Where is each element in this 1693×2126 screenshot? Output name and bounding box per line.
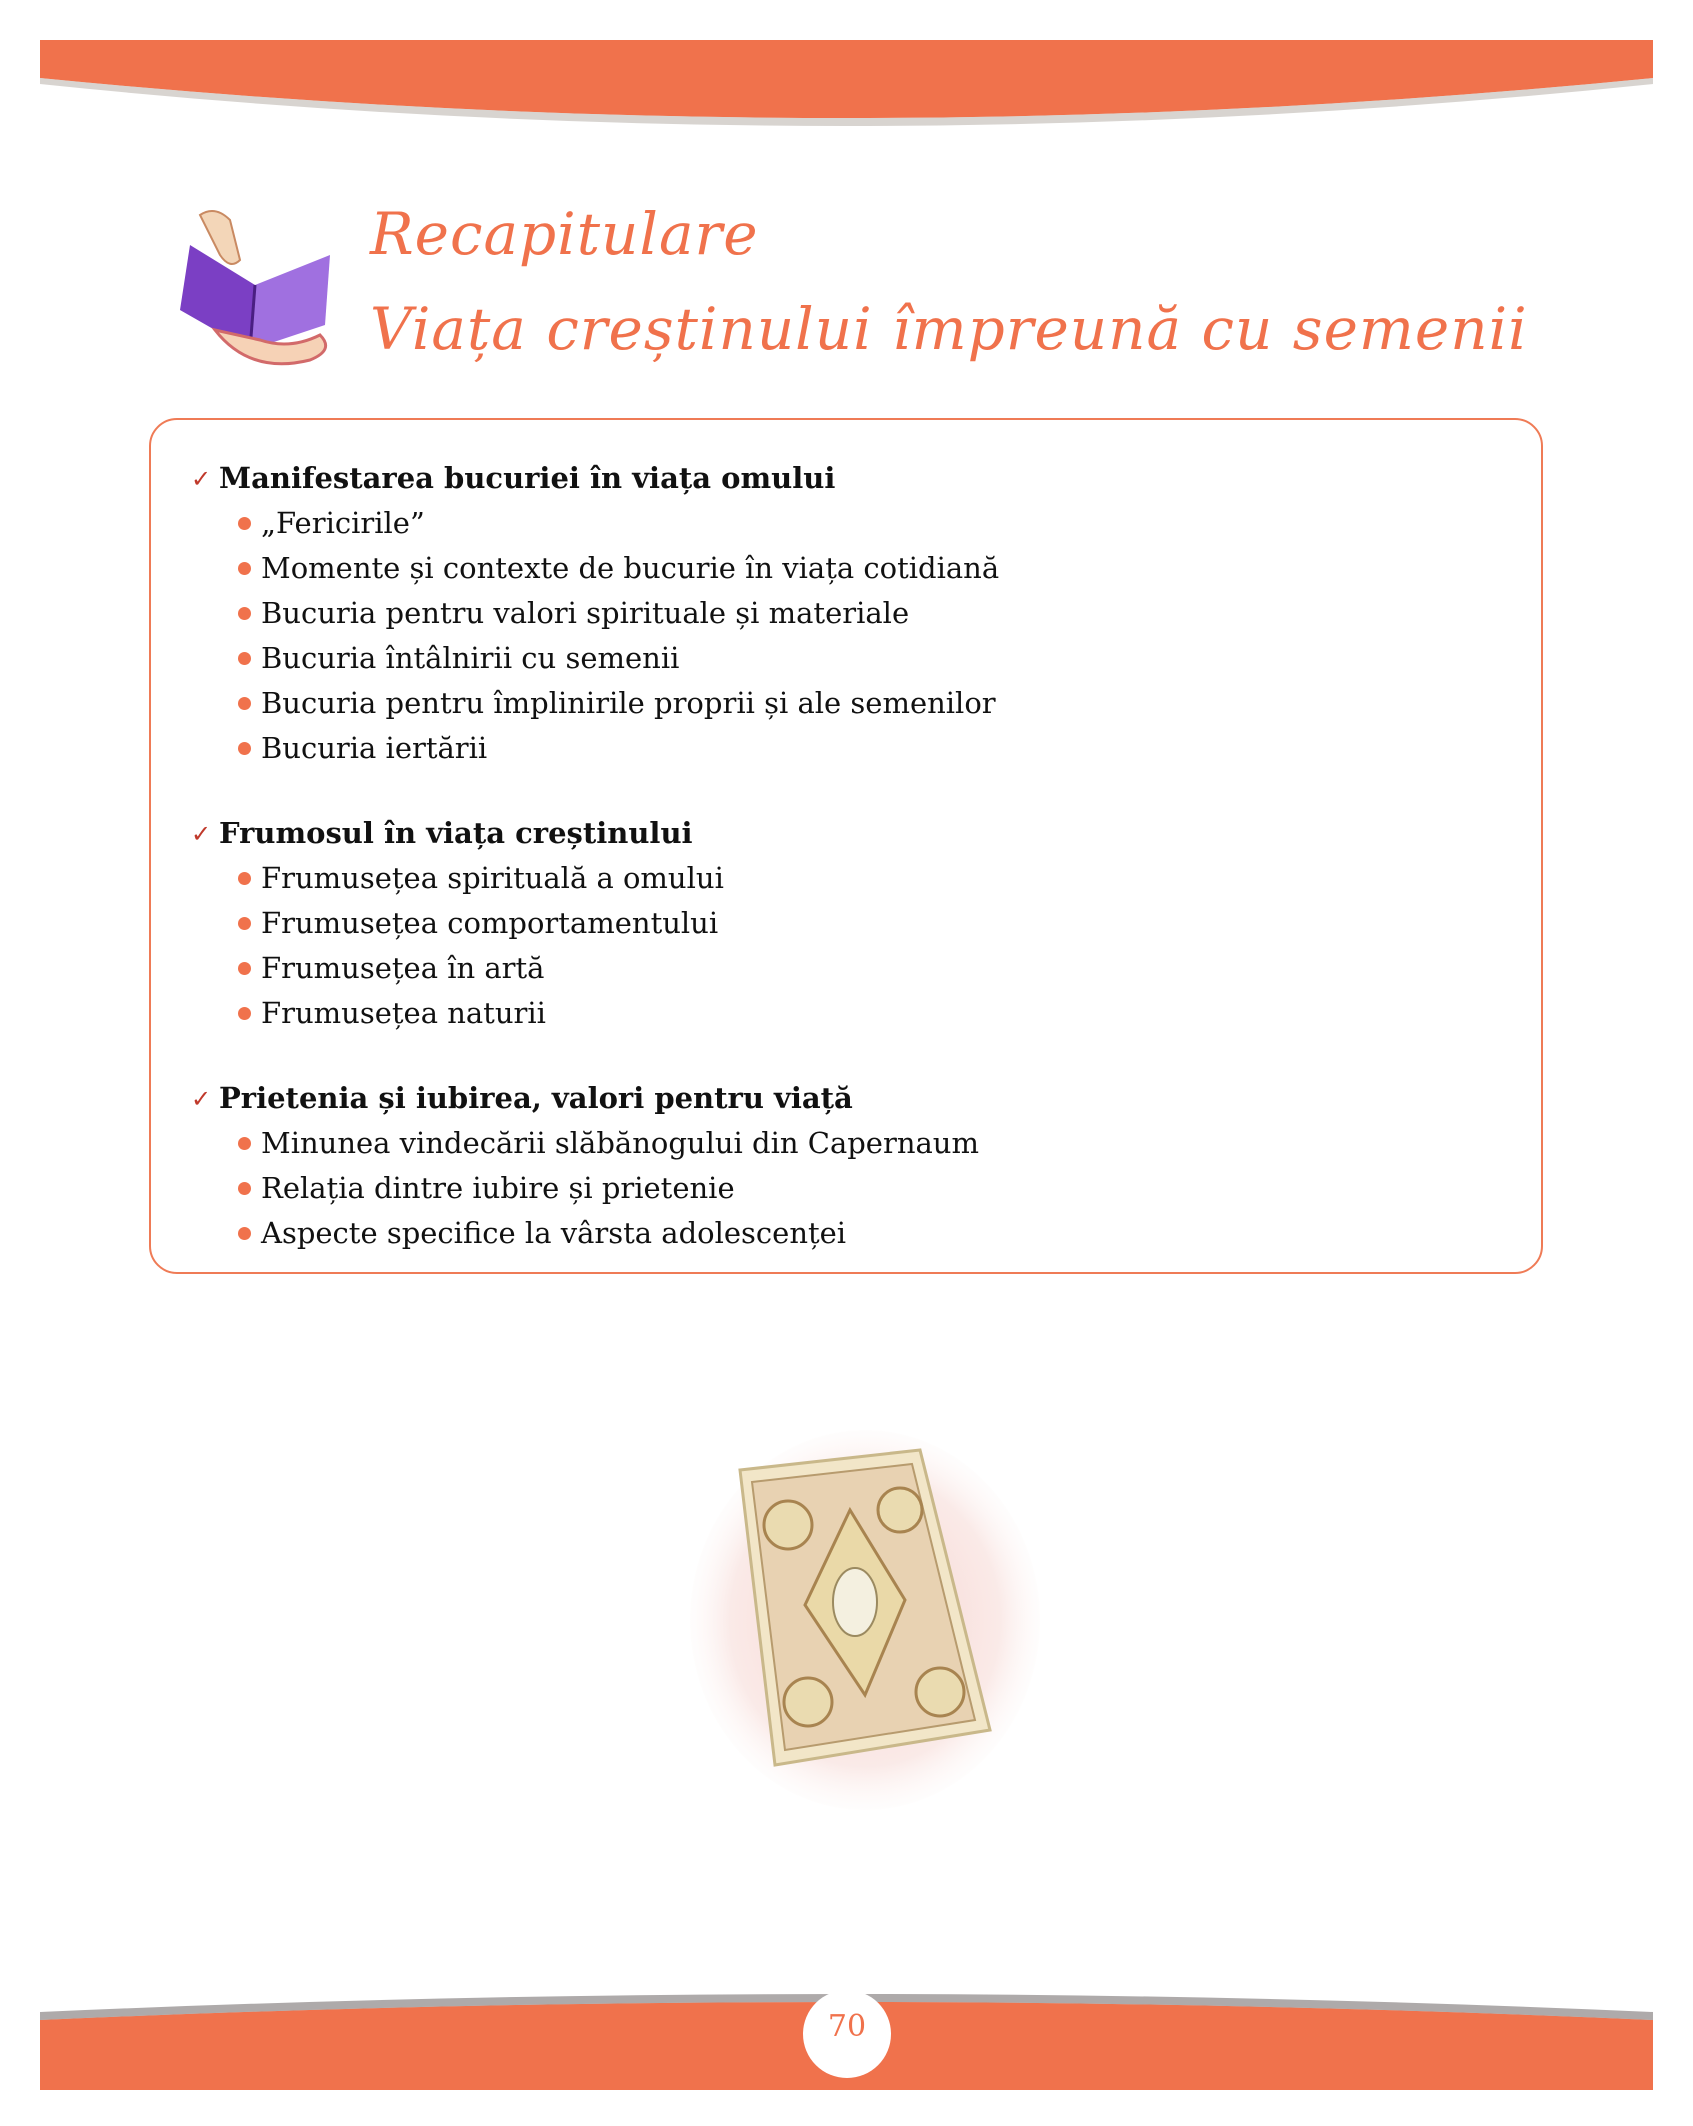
list-item-text: Momente și contexte de bucurie în viața cotidiană bbox=[261, 551, 1000, 585]
list-item bbox=[238, 501, 999, 546]
summary-box bbox=[149, 418, 1543, 1274]
bullet-icon bbox=[238, 917, 251, 930]
list-item-text: „Fericirile” bbox=[261, 506, 425, 540]
bullet-icon bbox=[238, 607, 251, 620]
bullet-icon bbox=[238, 962, 251, 975]
list-item-text: Bucuria iertării bbox=[261, 731, 488, 765]
page-subtitle: Viața creștinului împreună cu semenii bbox=[370, 295, 1528, 363]
bullet-icon bbox=[238, 1227, 251, 1240]
bullet-icon bbox=[238, 562, 251, 575]
checkmark-icon: ✓ bbox=[191, 1084, 212, 1113]
list-item bbox=[238, 681, 999, 726]
list-item bbox=[238, 901, 724, 946]
list-item bbox=[238, 726, 999, 771]
list-item-text: Relația dintre iubire și prietenie bbox=[261, 1171, 735, 1205]
page-number: 70 bbox=[827, 2009, 867, 2044]
section-friendship bbox=[191, 1076, 979, 1256]
list-item bbox=[238, 991, 724, 1036]
checkmark-icon: ✓ bbox=[191, 819, 212, 848]
list-item-text: Frumusețea naturii bbox=[261, 996, 546, 1030]
list-item bbox=[238, 546, 999, 591]
bullet-icon bbox=[238, 1137, 251, 1150]
bullet-icon bbox=[238, 872, 251, 885]
list-item-text: Frumusețea spirituală a omului bbox=[261, 861, 724, 895]
section-heading bbox=[191, 456, 999, 501]
section-heading bbox=[191, 811, 724, 856]
bullet-icon bbox=[238, 652, 251, 665]
section-beauty bbox=[191, 811, 724, 1036]
top-banner bbox=[0, 0, 1693, 160]
bullet-icon bbox=[238, 517, 251, 530]
list-item-text: Aspecte specifice la vârsta adolescenței bbox=[261, 1216, 847, 1250]
section-heading bbox=[191, 1076, 979, 1121]
section-heading-text: Frumosul în viața creștinului bbox=[219, 816, 693, 850]
list-item bbox=[238, 946, 724, 991]
list-item-text: Minunea vindecării slăbănogului din Capernaum bbox=[261, 1126, 979, 1160]
list-item-text: Bucuria pentru valori spirituale și materiale bbox=[261, 596, 910, 630]
section-heading-text: Manifestarea bucuriei în viața omului bbox=[219, 461, 836, 495]
list-item bbox=[238, 636, 999, 681]
checkmark-icon: ✓ bbox=[191, 464, 212, 493]
list-item-text: Frumusețea comportamentului bbox=[261, 906, 719, 940]
section-heading-text: Prietenia și iubirea, valori pentru viață bbox=[219, 1081, 853, 1115]
list-item bbox=[238, 1211, 979, 1256]
list-item-text: Bucuria pentru împlinirile proprii și ale semenilor bbox=[261, 686, 996, 720]
bullet-icon bbox=[238, 697, 251, 710]
page-title: Recapitulare bbox=[370, 200, 759, 268]
list-item bbox=[238, 856, 724, 901]
list-item bbox=[238, 591, 999, 636]
list-item bbox=[238, 1166, 979, 1211]
gospel-book-icon bbox=[690, 1430, 1040, 1810]
list-item-text: Frumusețea în artă bbox=[261, 951, 545, 985]
section-joy bbox=[191, 456, 999, 771]
hand-holding-book-icon bbox=[160, 200, 350, 375]
list-item-text: Bucuria întâlnirii cu semenii bbox=[261, 641, 680, 675]
bullet-icon bbox=[238, 1182, 251, 1195]
bullet-icon bbox=[238, 1007, 251, 1020]
bullet-icon bbox=[238, 742, 251, 755]
list-item bbox=[238, 1121, 979, 1166]
